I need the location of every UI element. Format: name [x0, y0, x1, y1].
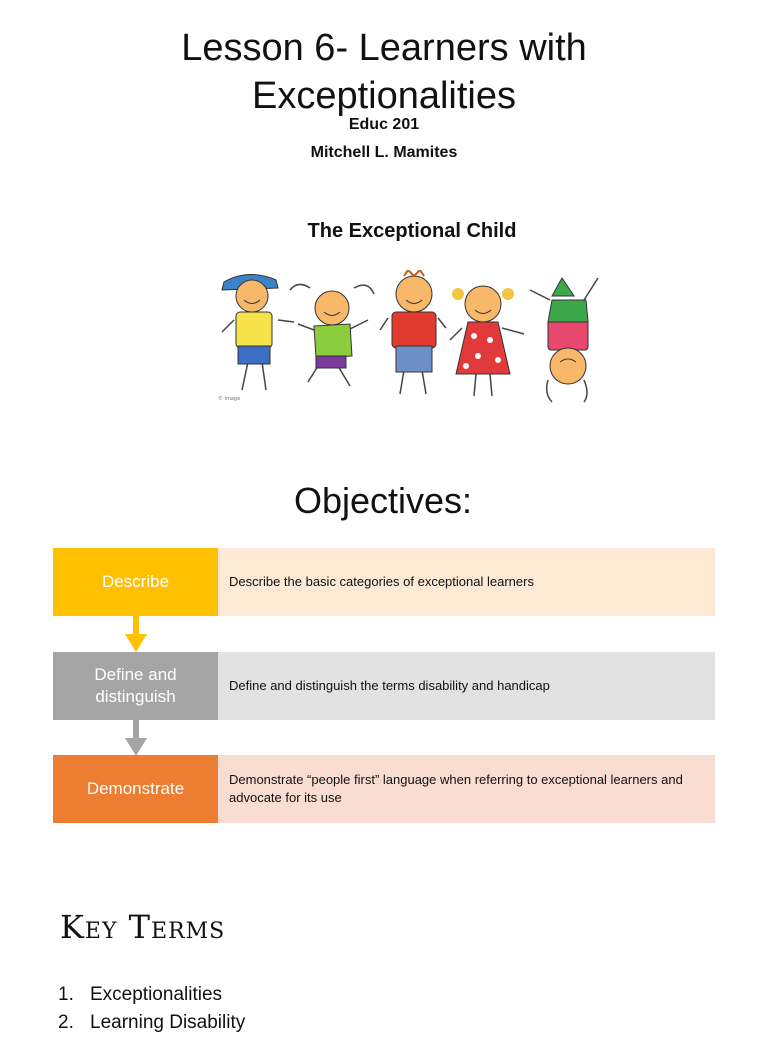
key-terms-list [58, 982, 245, 1038]
down-arrow-icon [125, 720, 147, 756]
list-label: Exceptionalities [90, 984, 223, 1005]
list-label: Learning Disability [90, 1012, 246, 1033]
objective-label: Define and distinguish [53, 652, 218, 720]
course-code: Educ 201 [348, 116, 420, 133]
down-arrow-icon [125, 616, 147, 652]
list-number: 1. [58, 984, 74, 1005]
figure-title: The Exceptional Child [307, 220, 517, 242]
objectives-heading: Objectives: [293, 480, 473, 521]
objective-row [53, 548, 715, 616]
objective-row [53, 652, 715, 720]
objective-label: Describe [53, 548, 218, 616]
title-line-2: Exceptionalities [251, 75, 517, 117]
objective-text: Describe the basic categories of exceptional learners [218, 548, 715, 616]
children-illustration [218, 270, 608, 405]
title-line-1: Lesson 6- Learners with [181, 27, 587, 69]
list-item [58, 982, 245, 1010]
objective-label: Demonstrate [53, 755, 218, 823]
list-number: 2. [58, 1012, 74, 1033]
objective-row [53, 755, 715, 823]
key-terms-heading: Key Terms [60, 908, 226, 946]
page-title [0, 24, 768, 120]
author-name: Mitchell L. Mamites [310, 144, 458, 161]
svg-text:© image: © image [218, 396, 241, 402]
objective-text: Define and distinguish the terms disability and handicap [218, 652, 715, 720]
objective-text: Demonstrate “people first” language when referring to exceptional learners and advocate for its use [218, 755, 715, 823]
list-item [58, 1010, 245, 1038]
